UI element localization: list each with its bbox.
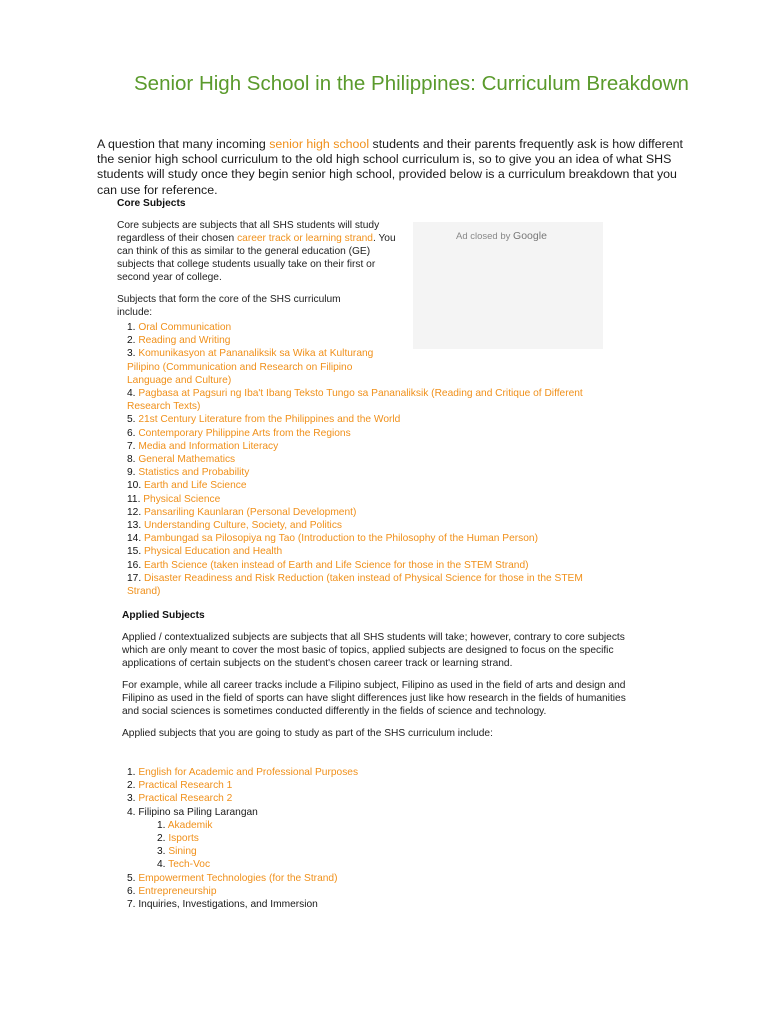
- google-logo-text: Google: [513, 230, 547, 242]
- list-item: [127, 321, 607, 334]
- list-item: [127, 466, 607, 479]
- list-item-number: 1.: [127, 767, 139, 778]
- list-item-number: 2.: [127, 780, 139, 792]
- list-item-number: 5.: [127, 872, 139, 884]
- list-item: [127, 493, 607, 506]
- list-item: [127, 792, 607, 805]
- subject-link[interactable]: General Mathematics: [138, 454, 236, 466]
- list-item: [127, 427, 607, 440]
- list-item: [127, 545, 607, 558]
- list-item-number: 6.: [127, 427, 139, 439]
- list-item: [127, 898, 607, 911]
- intro-text: A question that many incoming: [97, 137, 270, 151]
- list-item: [127, 559, 607, 572]
- list-item: [127, 506, 607, 519]
- core-desc-text: Core subjects are subjects that all SHS students will study regardless of their chosen: [117, 220, 380, 244]
- subject-link[interactable]: Understanding Culture, Society, and Politics: [144, 520, 343, 532]
- list-item-number: 16.: [127, 559, 144, 571]
- subject-text: Filipino sa Piling Larangan: [138, 806, 258, 818]
- list-item-number: 4.: [157, 859, 169, 871]
- intro-text-rest: students and their parents frequently ask is how different the senior high school curriculum to the old high school curriculum is, so to give you an idea of what SHS students will study once they begin senior high school, provided below is a curriculum breakdown that you can use for reference.: [97, 137, 683, 197]
- subject-link[interactable]: Earth and Life Science: [144, 480, 247, 492]
- list-item-number: 4.: [127, 388, 139, 400]
- subject-link[interactable]: Statistics and Probability: [138, 467, 250, 479]
- core-desc-text-rest: . You can think of this as similar to the general education (GE) subjects that college students usually take on their first or second year of college.: [117, 233, 396, 283]
- list-item: [127, 440, 607, 453]
- subject-link[interactable]: Komunikasyon at Pananaliksik sa Wika at Kulturang Pilipino (Communication and Research on Filipino Language and Culture): [127, 348, 374, 386]
- subject-link[interactable]: Pansariling Kaunlaran (Personal Development): [144, 506, 357, 518]
- list-item: [127, 766, 607, 779]
- subject-link[interactable]: Practical Research 1: [138, 780, 233, 792]
- list-item-number: 9.: [127, 467, 139, 479]
- ad-closed-text: Ad closed by: [456, 231, 511, 242]
- list-item: [127, 334, 607, 347]
- core-subjects-description: [117, 219, 397, 284]
- list-item-number: 4.: [127, 806, 139, 818]
- list-item-number: 7.: [127, 899, 139, 911]
- subject-link[interactable]: Oral Communication: [138, 322, 232, 333]
- applied-subjects-list: [117, 766, 607, 911]
- subject-link[interactable]: Empowerment Technologies (for the Strand): [138, 872, 338, 884]
- list-item: [157, 858, 607, 871]
- subject-link[interactable]: Disaster Readiness and Risk Reduction (taken instead of Physical Science for those in the STEM Strand): [127, 572, 583, 598]
- list-item: [127, 532, 607, 545]
- subject-link[interactable]: Akademik: [167, 819, 213, 831]
- subject-link[interactable]: Earth Science (taken instead of Earth and Life Science for those in the STEM Strand): [144, 559, 529, 571]
- list-item-number: 10.: [127, 480, 144, 492]
- list-item: [127, 453, 607, 466]
- subject-link[interactable]: 21st Century Literature from the Philippines and the World: [138, 414, 401, 426]
- list-item: [127, 885, 607, 898]
- subject-link[interactable]: Media and Information Literacy: [138, 440, 279, 452]
- list-item-number: 3.: [127, 348, 139, 360]
- filipino-sublist: [127, 819, 607, 872]
- senior-high-school-link[interactable]: senior high school: [269, 137, 370, 151]
- applied-subjects-intro: Applied subjects that you are going to study as part of the SHS curriculum include:: [122, 728, 493, 739]
- list-item: [127, 872, 607, 885]
- core-subjects-list: [117, 321, 607, 598]
- subject-link[interactable]: Pambungad sa Pilosopiya ng Tao (Introduction to the Philosophy of the Human Person): [144, 533, 538, 545]
- list-item-number: 8.: [127, 454, 139, 466]
- subject-link[interactable]: English for Academic and Professional Purposes: [138, 767, 359, 778]
- list-item-number: 6.: [127, 885, 139, 897]
- list-item: [127, 519, 607, 532]
- subject-link[interactable]: Isports: [168, 833, 199, 845]
- list-item-number: 3.: [127, 793, 139, 805]
- applied-subjects-list-wrap: [117, 766, 607, 911]
- list-item: [127, 779, 607, 792]
- list-item-number: 2.: [157, 833, 169, 845]
- subject-link[interactable]: Pagbasa at Pagsuri ng Iba't Ibang Teksto Tungo sa Pananaliksik (Reading and Critique of Different Research Texts): [127, 388, 583, 413]
- career-track-link[interactable]: career track or learning strand: [237, 233, 373, 244]
- page-title: Senior High School in the Philippines: Curriculum Breakdown: [134, 72, 689, 95]
- list-item-number: 7.: [127, 440, 139, 452]
- subject-text: Inquiries, Investigations, and Immersion: [138, 899, 318, 911]
- subject-link[interactable]: Reading and Writing: [138, 335, 231, 347]
- applied-subjects-heading: Applied Subjects: [122, 610, 205, 621]
- list-item-number: 13.: [127, 520, 144, 532]
- list-item-number: 2.: [127, 335, 139, 347]
- list-item-number: 17.: [127, 572, 144, 584]
- intro-paragraph: [97, 137, 687, 198]
- list-item-number: 1.: [127, 322, 139, 333]
- core-subjects-section: [117, 197, 397, 319]
- list-item-number: 15.: [127, 546, 144, 558]
- applied-subjects-example: For example, while all career tracks include a Filipino subject, Filipino as used in the field of arts and design and Filipino as used in the field of sports can have slight differences just like how research in the fields of humanities and social sciences is sometimes conducted differently in the fields of science and technology.: [122, 680, 626, 717]
- list-item: [157, 832, 607, 845]
- list-item: [127, 479, 607, 492]
- subject-link[interactable]: Physical Education and Health: [144, 546, 283, 558]
- list-item: [157, 819, 607, 832]
- core-subjects-intro: Subjects that form the core of the SHS curriculum include:: [117, 294, 341, 318]
- list-item: [127, 347, 397, 387]
- subject-link[interactable]: Sining: [168, 846, 197, 858]
- list-item: [127, 572, 607, 598]
- subject-link[interactable]: Practical Research 2: [138, 793, 233, 805]
- subject-link[interactable]: Physical Science: [143, 493, 221, 505]
- subject-link[interactable]: Entrepreneurship: [138, 885, 217, 897]
- list-item-number: 12.: [127, 506, 144, 518]
- subject-link[interactable]: Tech-Voc: [168, 859, 211, 871]
- core-subjects-heading: Core Subjects: [117, 198, 186, 209]
- list-item: [157, 845, 607, 858]
- list-item-number: 1.: [157, 819, 168, 831]
- list-item-number: 5.: [127, 414, 139, 426]
- list-item: [127, 413, 607, 426]
- core-subjects-list-wrap: [117, 321, 607, 598]
- ad-closed-label: [456, 230, 547, 242]
- applied-subjects-section: [122, 609, 627, 740]
- list-item-number: 11.: [127, 493, 144, 505]
- subject-link[interactable]: Contemporary Philippine Arts from the Regions: [138, 427, 351, 439]
- list-item-number: 14.: [127, 533, 144, 545]
- list-item-number: 3.: [157, 846, 169, 858]
- applied-subjects-description: Applied / contextualized subjects are subjects that all SHS students will take; however, contrary to core subjects which are only meant to cover the most basic of topics, applied subjects are designed to focus on the specific applications of certain subjects on the student's chosen career track or learning strand.: [122, 632, 625, 669]
- list-item: [127, 387, 607, 413]
- list-item: [127, 806, 607, 819]
